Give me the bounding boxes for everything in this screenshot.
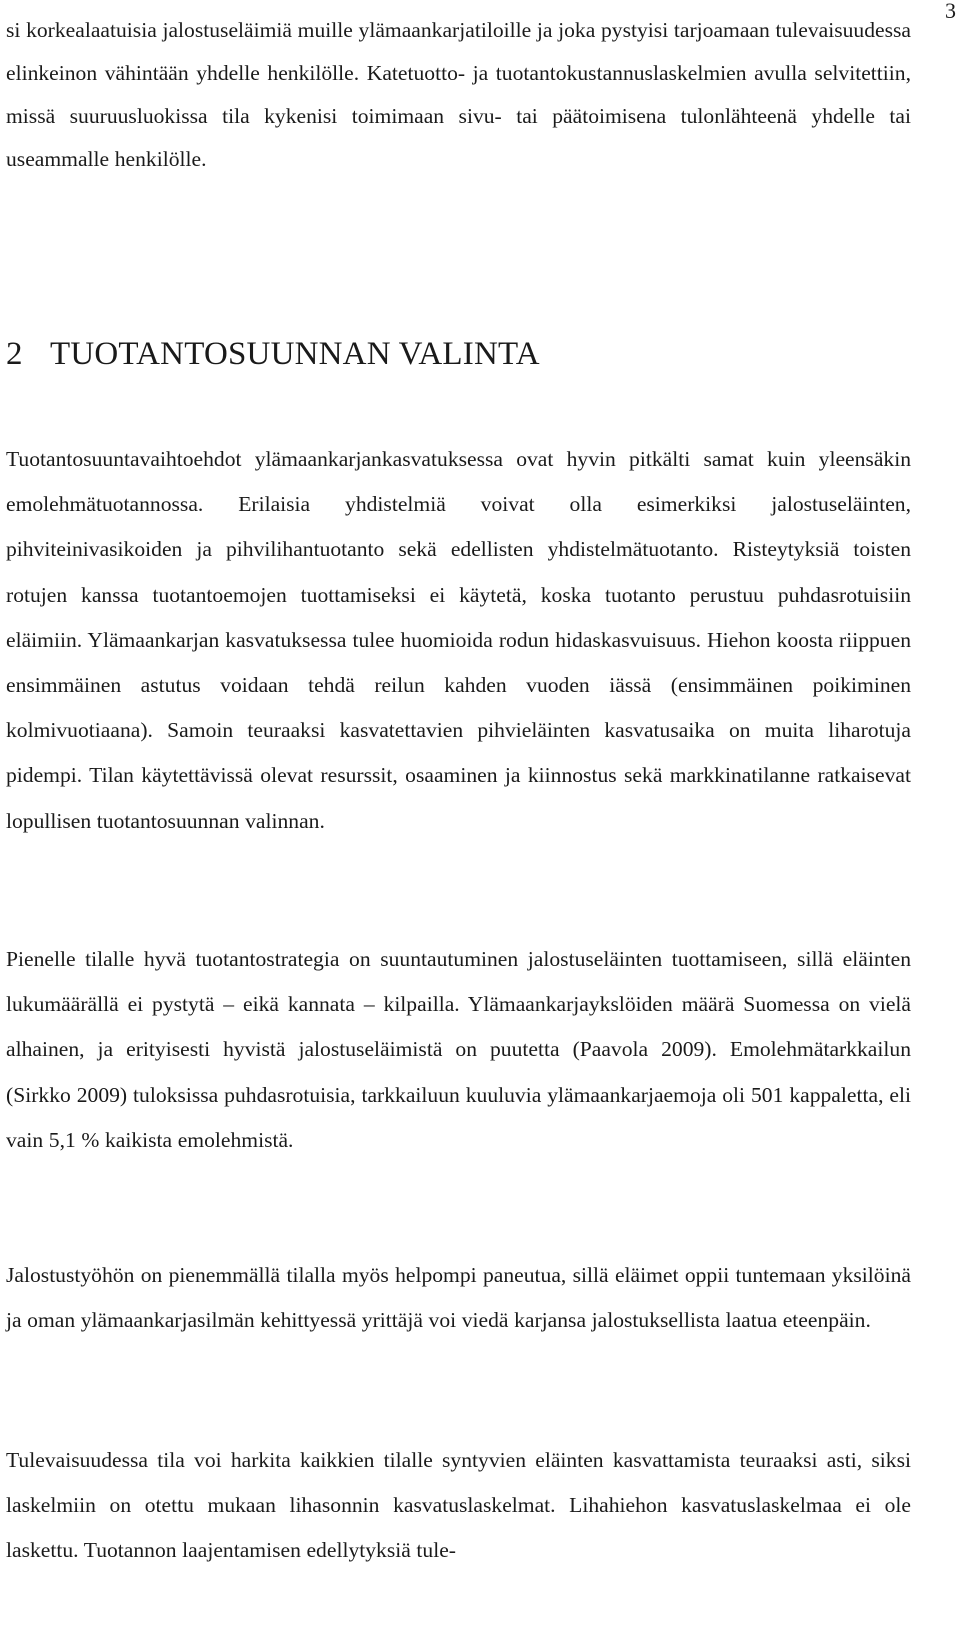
intro-paragraph: si korkealaatuisia jalostuseläimiä muille ylämaankarjatiloille ja joka pystyisi tarjoamaan tulevaisuudessa elinkeinon vähintään yhdelle henkilölle. Katetuotto- ja tuotantokustannuslaskelmien avulla selvitettiin, missä suuruusluokissa tila kykenisi toimimaan sivu- tai päätoimisena tulonlähteenä yhdelle tai useammalle henkilölle. xyxy=(6,18,911,171)
section-number: 2 xyxy=(6,336,23,372)
body-paragraph-4: Tulevaisuudessa tila voi harkita kaikkien tilalle syntyvien eläinten kasvattamista teuraaksi asti, siksi laskelmiin on otettu mukaan lihasonnin kasvatuslaskelmat. Lihahiehon kasvatuslaskelmaa ei ole laskettu. Tuotannon laajentamisen edellytyksiä tule- xyxy=(6,1448,911,1563)
section-heading xyxy=(6,329,540,379)
section-title: TUOTANTOSUUNNAN VALINTA xyxy=(50,336,540,372)
body-paragraph-1: Tuotantosuuntavaihtoehdot ylämaankarjankasvatuksessa ovat hyvin pitkälti samat kuin yleensäkin emolehmätuotannossa. Erilaisia yhdistelmiä voivat olla esimerkiksi jalostuseläinten, pihviteinivasikoiden ja pihvilihantuotanto sekä edellisten yhdistelmätuotanto. Risteytyksiä toisten rotujen kanssa tuotantoemojen tuottamiseksi ei käytetä, koska tuotanto perustuu puhdasrotuisiin eläimiin. Ylämaankarjan kasvatuksessa tulee huomioida rodun hidaskasvuisuus. Hiehon koosta riippuen ensimmäinen astutus voidaan tehdä reilun kahden vuoden iässä (ensimmäinen poikiminen kolmivuotiaana). Samoin teuraaksi kasvatettavien pihvieläinten kasvatusaika on muita liharotuja pidempi. Tilan käytettävissä olevat resurssit, osaaminen ja kiinnostus sekä markkinatilanne ratkaisevat lopullisen tuotantosuunnan valinnan. xyxy=(6,447,911,833)
page-number: 3 xyxy=(945,0,956,23)
body-paragraph-3: Jalostustyöhön on pienemmällä tilalla myös helpompi paneutua, sillä eläimet oppii tuntemaan yksilöinä ja oman ylämaankarjasilmän kehittyessä yrittäjä voi viedä karjansa jalostuksellista laatua eteenpäin. xyxy=(6,1263,911,1333)
body-paragraph-2: Pienelle tilalle hyvä tuotantostrategia on suuntautuminen jalostuseläinten tuottamiseen, sillä eläinten lukumäärällä ei pystytä – eikä kannata – kilpailla. Ylämaankarjaykslöiden määrä Suomessa on vielä alhainen, ja erityisesti hyvistä jalostuseläimistä on puutetta (Paavola 2009). Emolehmätarkkailun (Sirkko 2009) tuloksissa puhdasrotuisia, tarkkailuun kuuluvia ylämaankarjaemoja oli 501 kappaletta, eli vain 5,1 % kaikista emolehmistä. xyxy=(6,947,911,1152)
